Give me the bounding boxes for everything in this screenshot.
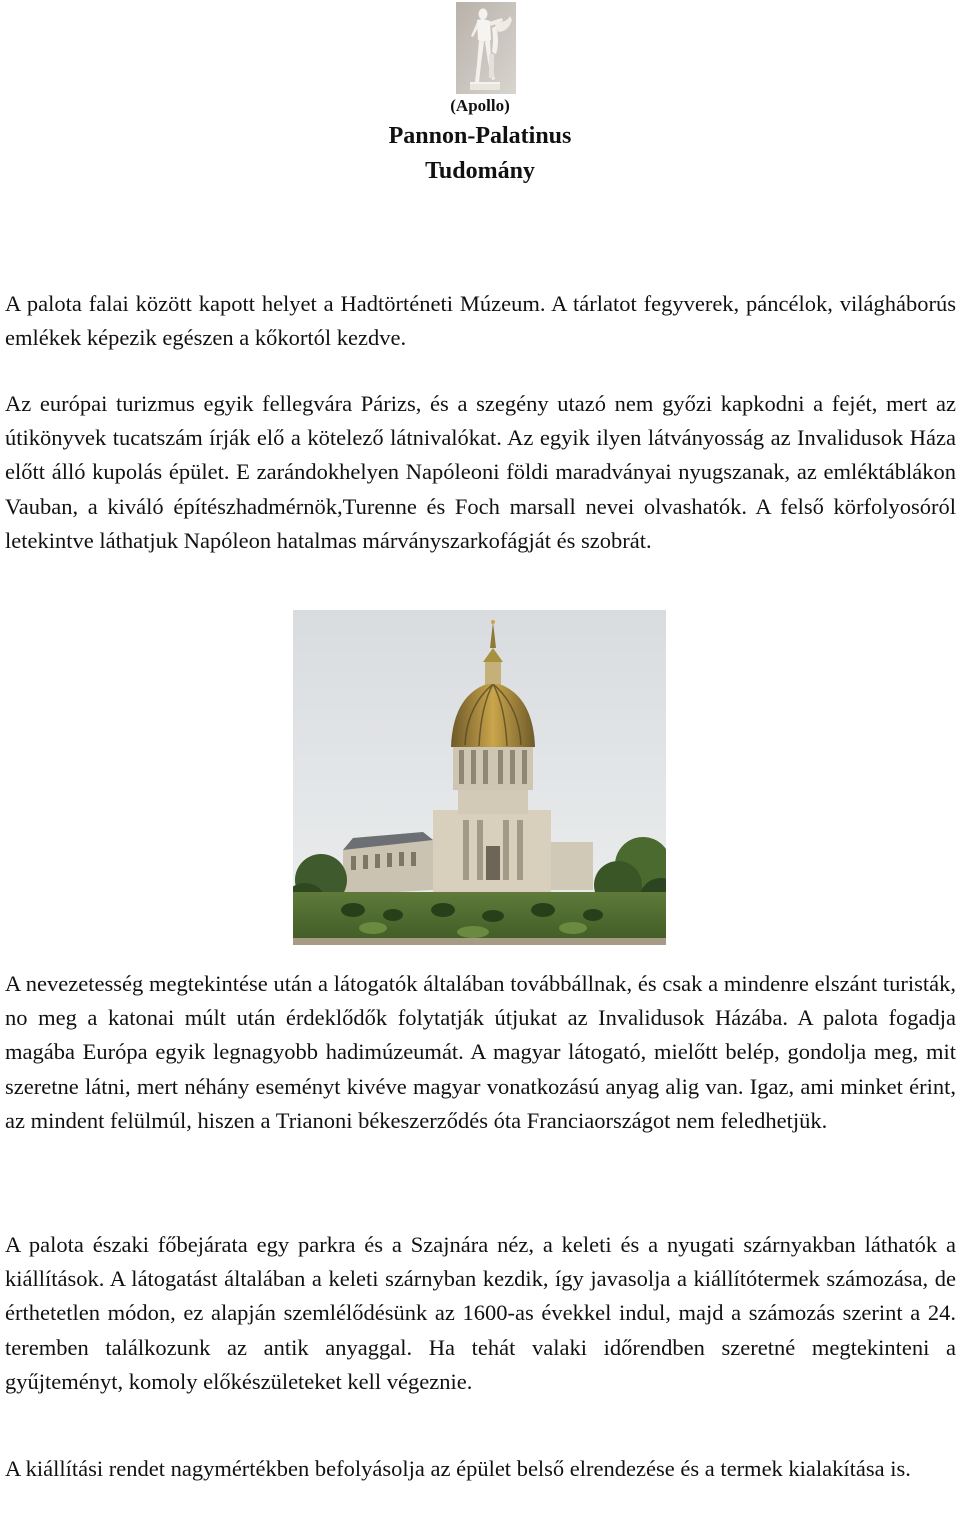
apollo-statue-image <box>456 2 516 94</box>
paragraph: A kiállítási rendet nagymértékben befolyásolja az épület belső elrendezése és a termek kialakítása is. <box>5 1456 911 1481</box>
document-title: Pannon-Palatinus <box>388 123 572 149</box>
paragraph: Az európai turizmus egyik fellegvára Párizs, és a szegény utazó nem győzi kapkodni a fejét, mert az útikönyvek tucatszám írják elő a kötelező látnivalókat. Az egyik ilyen látványosság az Invalidusok Háza előtt álló kupolás épület. E zarándokhelyen Napóleoni földi maradványai nyugszanak, az emléktáblákon Vauban, a kiváló építészhadmérnök,Turenne és Foch marsall nevei olvashatók. A felső körfolyosóról letekintve láthatjuk Napóleon hatalmas márványszarkofágját és szobrát. <box>5 391 956 553</box>
paragraph: A palota falai között kapott helyet a Hadtörténeti Múzeum. A tárlatot fegyverek, páncélok, világháborús emlékek képezik egészen a kőkortól kezdve. <box>5 291 956 351</box>
image-caption: (Apollo) <box>450 96 510 115</box>
invalides-dome-image <box>293 610 666 945</box>
document-subtitle: Tudomány <box>425 158 535 184</box>
paragraph: A palota északi főbejárata egy parkra és a Szajnára néz, a keleti és a nyugati szárnyakban láthatók a kiállítások. A látogatást általában a keleti szárnyban kezdik, így javasolja a kiállítótermek számozása, de érthetetlen módon, ez alapján szemlélődésünk az 1600-as évekkel indul, majd a számozás szerint a 24. teremben találkozunk az antik anyaggal. Ha tehát valaki időrendben szeretné megtekinteni a gyűjteményt, komoly előkészületeket kell végeznie. <box>5 1232 956 1394</box>
paragraph: A nevezetesség megtekintése után a látogatók általában továbbállnak, és csak a mindenre elszánt turisták, no meg a katonai múlt után érdeklődők folytatják útjukat az Invalidusok Házába. A palota fogadja magába Európa egyik legnagyobb hadimúzeumát. A magyar látogató, mielőtt belép, gondolja meg, mit szeretne látni, mert néhány eseményt kivéve magyar vonatkozású anyag alig van. Igaz, ami minket érint, az mindent felülmúl, hiszen a Trianoni békeszerződés óta Franciaországot nem feledhetjük. <box>5 971 956 1133</box>
